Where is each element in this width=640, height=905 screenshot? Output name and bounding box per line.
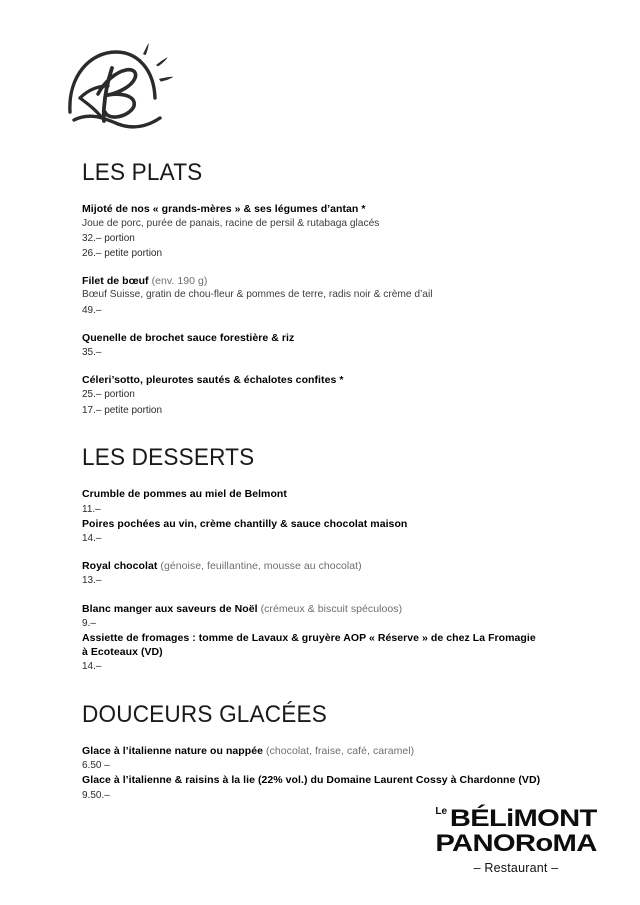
menu-item: [82, 517, 544, 546]
menu-item: [82, 274, 544, 318]
menu-item-name: Céleri’sotto, pleurotes sautés & échalotes confites *: [82, 374, 344, 387]
menu-item-price: 9.50.–: [82, 789, 110, 801]
menu-item-price: 14.–: [82, 661, 102, 673]
menu-item-name: Glace à l’italienne nature ou nappée (chocolat, fraise, café, caramel): [82, 744, 415, 757]
menu-item: [82, 631, 544, 675]
menu-section-douceurs-glacees: [82, 702, 544, 803]
menu-item: [82, 487, 544, 516]
menu-item-name: Filet de bœuf (env. 190 g): [82, 275, 208, 288]
menu-item: [82, 202, 544, 261]
menu-content: [82, 160, 544, 803]
svg-text:BÉLiMONT: BÉLiMONT: [449, 805, 572, 833]
menu-section-les-plats: [82, 160, 544, 418]
menu-item-price: 14.–: [82, 532, 102, 544]
menu-item-price: 32.– portion: [82, 232, 135, 244]
menu-item-price: 13.–: [82, 575, 102, 587]
menu-item-description: Bœuf Suisse, gratin de chou-fleur & pommes de terre, radis noir & crème d’ail: [82, 289, 433, 301]
menu-item-description: Joue de porc, purée de panais, racine de persil & rutabaga glacés: [82, 217, 380, 229]
menu-item-name: Mijoté de nos « grands-mères » & ses légumes d’antan *: [82, 203, 366, 216]
menu-item-price: 9.–: [82, 617, 96, 629]
menu-item: [82, 602, 544, 631]
menu-item: [82, 373, 544, 418]
menu-item-name: Blanc manger aux saveurs de Noël (crémeux & biscuit spéculoos): [82, 602, 403, 615]
menu-item-price: 35.–: [82, 347, 102, 359]
menu-item-name-note: (env. 190 g): [148, 275, 208, 288]
menu-item-name: Glace à l’italienne & raisins à la lie (22% vol.) du Domaine Laurent Cossy à Chardonne (VD): [82, 774, 541, 787]
menu-item-price: 26.– petite portion: [82, 248, 163, 260]
belimont-b-monogram-icon: [64, 38, 182, 136]
menu-item: [82, 559, 544, 588]
menu-item-name-note: (crémeux & biscuit spéculoos): [257, 602, 403, 615]
menu-item-name: Royal chocolat (génoise, feuillantine, mousse au chocolat): [82, 560, 362, 573]
section-title: LES DESSERTS: [82, 443, 255, 471]
belimont-panorama-wordmark-icon: [432, 803, 600, 858]
menu-item-name: Quenelle de brochet sauce forestière & riz: [82, 331, 295, 344]
menu-item-name: Crumble de pommes au miel de Belmont: [82, 488, 287, 501]
menu-item-name-note: (génoise, feuillantine, mousse au chocolat): [157, 560, 362, 573]
menu-item-price: 6.50 –: [82, 760, 110, 772]
menu-item-name: Assiette de fromages : tomme de Lavaux & gruyère AOP « Réserve » de chez La Fromagie à Ecoteaux (VD): [82, 631, 536, 659]
brand-subtitle: – Restaurant –: [473, 861, 559, 875]
svg-text:PANORoMA: PANORoMA: [435, 830, 597, 858]
menu-item-price: 17.– petite portion: [82, 404, 163, 416]
section-title: LES PLATS: [82, 159, 203, 186]
menu-item: [82, 773, 544, 802]
menu-item-price: 49.–: [82, 304, 102, 316]
menu-item-name: Poires pochées au vin, crème chantilly & sauce chocolat maison: [82, 517, 408, 530]
menu-item-price: 11.–: [82, 503, 101, 515]
menu-item: [82, 744, 544, 773]
menu-item-price: 25.– portion: [82, 389, 135, 401]
menu-item: [82, 331, 544, 360]
belimont-panorama-logo: [432, 803, 600, 875]
svg-text:Le: Le: [435, 806, 448, 818]
menu-section-les-desserts: [82, 445, 544, 675]
section-title: DOUCEURS GLACÉES: [82, 700, 327, 728]
menu-item-name-note: (chocolat, fraise, café, caramel): [263, 744, 415, 757]
